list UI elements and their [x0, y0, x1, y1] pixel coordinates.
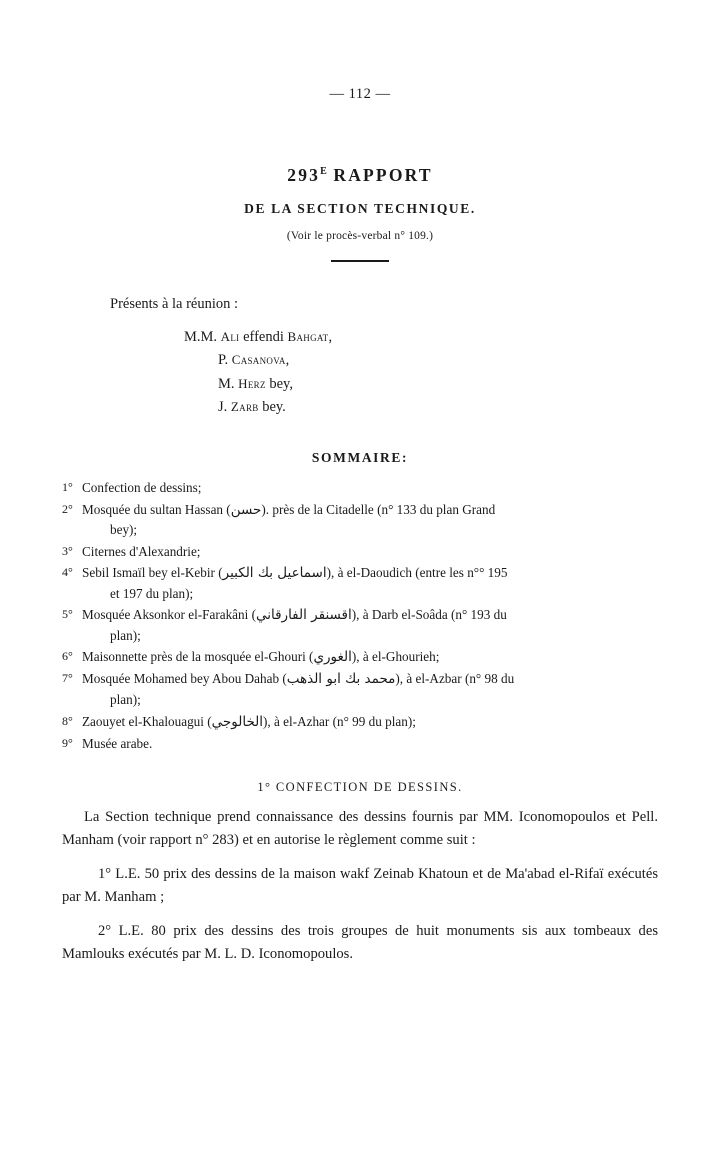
sommaire-list [62, 478, 658, 754]
list-item-number: 4° [62, 565, 73, 580]
title-block [62, 165, 658, 262]
list-item-text [82, 563, 658, 604]
list-item-text [82, 669, 658, 710]
page-title [62, 165, 658, 186]
attendee-row: P. Casanova, [218, 352, 290, 369]
list-item-text-after: ), à Darb el-Soâda (n° 193 du [351, 607, 507, 623]
list-item-number: 9° [62, 735, 73, 750]
arabic-term: حسن [230, 501, 262, 518]
list-item-text: Confection de dessins; [82, 480, 202, 496]
list-item-text [82, 712, 658, 733]
list-item-continuation: bey); [110, 522, 138, 538]
list-item-text [82, 500, 658, 541]
arabic-term: اقسنقر الفارقاني [255, 607, 352, 624]
document-page [0, 86, 720, 1168]
list-item-text-before: Maisonnette près de la mosquée el-Ghouri ( [82, 649, 314, 665]
list-item-text-after: ), à el-Azhar (n° 99 du plan); [263, 713, 416, 729]
list-item-number: 1° [62, 480, 73, 495]
page-folio: — 112 — [329, 86, 391, 102]
list-item-text-before: Mosquée Mohamed bey Abou Dahab ( [82, 671, 287, 687]
body-paragraph: 2° L.E. 80 prix des dessins des trois groupes de huit monuments sis aux tombeaux des Mamlouks exécutés par M. L. D. Iconomopoulos. [62, 922, 658, 962]
list-item-number: 3° [62, 543, 73, 558]
list-item-text-after: ), à el-Daoudich (entre les n°° 195 [326, 565, 508, 581]
list-item [62, 605, 658, 646]
attendee-row: J. Zarb bey. [218, 399, 286, 416]
title-number: 293 [287, 165, 321, 185]
divider-rule [331, 260, 389, 262]
list-item [62, 563, 658, 604]
list-item-text-before: Mosquée du sultan Hassan ( [82, 501, 231, 517]
list-item-text: Musée arabe. [82, 735, 153, 751]
list-item [62, 669, 658, 710]
list-item-number: 8° [62, 713, 73, 728]
attendee-row: M.M. Ali effendi Bahgat, [184, 328, 333, 345]
page-subtitle: DE LA SECTION TECHNIQUE. [244, 201, 476, 216]
list-item-number: 7° [62, 671, 73, 686]
attendance-list [184, 326, 658, 421]
list-item [62, 542, 658, 562]
list-item-text-after: ), à el-Ghourieh; [351, 649, 440, 665]
list-item-text-before: Zaouyet el-Khalouagui ( [82, 713, 212, 729]
body-paragraph: 1° L.E. 50 prix des dessins de la maison wakf Zeinab Khatoun et de Ma'abad el-Rifaï exécutés par M. Manham ; [62, 865, 658, 905]
arabic-term: الخالوجي [211, 713, 264, 730]
title-note: (Voir le procès-verbal n° 109.) [286, 230, 434, 242]
list-item-text-after: ), à el-Azbar (n° 98 du [395, 671, 515, 687]
body-paragraph: La Section technique prend connaissance des dessins fournis par MM. Iconomopoulos et Pell. Manham (voir rapport n° 283) et en autorise le règlement comme suit : [62, 808, 658, 848]
list-item-continuation: plan); [110, 627, 141, 643]
list-item-text: Citernes d'Alexandrie; [82, 543, 201, 559]
list-item-text-before: Sebil Ismaïl bey el-Kebir ( [82, 565, 223, 581]
attendee-row: M. Herz bey, [218, 375, 293, 392]
list-item [62, 647, 658, 668]
list-item [62, 712, 658, 733]
arabic-term: محمد بك ابو الذهب [286, 671, 396, 688]
title-word: RAPPORT [333, 165, 433, 185]
list-item-continuation: plan); [110, 691, 141, 707]
list-item-text-after: ). près de la Citadelle (n° 133 du plan Grand [261, 501, 496, 517]
list-item [62, 478, 658, 498]
title-ordinal-sup: E [320, 166, 327, 178]
list-item-number: 2° [62, 501, 73, 516]
list-item-text [82, 647, 658, 668]
sommaire-heading: SOMMAIRE: [311, 450, 409, 466]
arabic-term: اسماعيل بك الكبير [222, 565, 327, 582]
list-item [62, 500, 658, 541]
attendance-heading: Présents à la réunion : [110, 295, 239, 312]
list-item-number: 6° [62, 649, 73, 664]
list-item-number: 5° [62, 607, 73, 622]
arabic-term: الغوري [313, 649, 352, 666]
list-item-text-before: Mosquée Aksonkor el-Farakâni ( [82, 607, 256, 623]
section-heading: 1° CONFECTION DE DESSINS. [257, 779, 463, 794]
list-item-text [82, 605, 658, 646]
list-item [62, 734, 658, 754]
list-item-continuation: et 197 du plan); [110, 585, 194, 601]
